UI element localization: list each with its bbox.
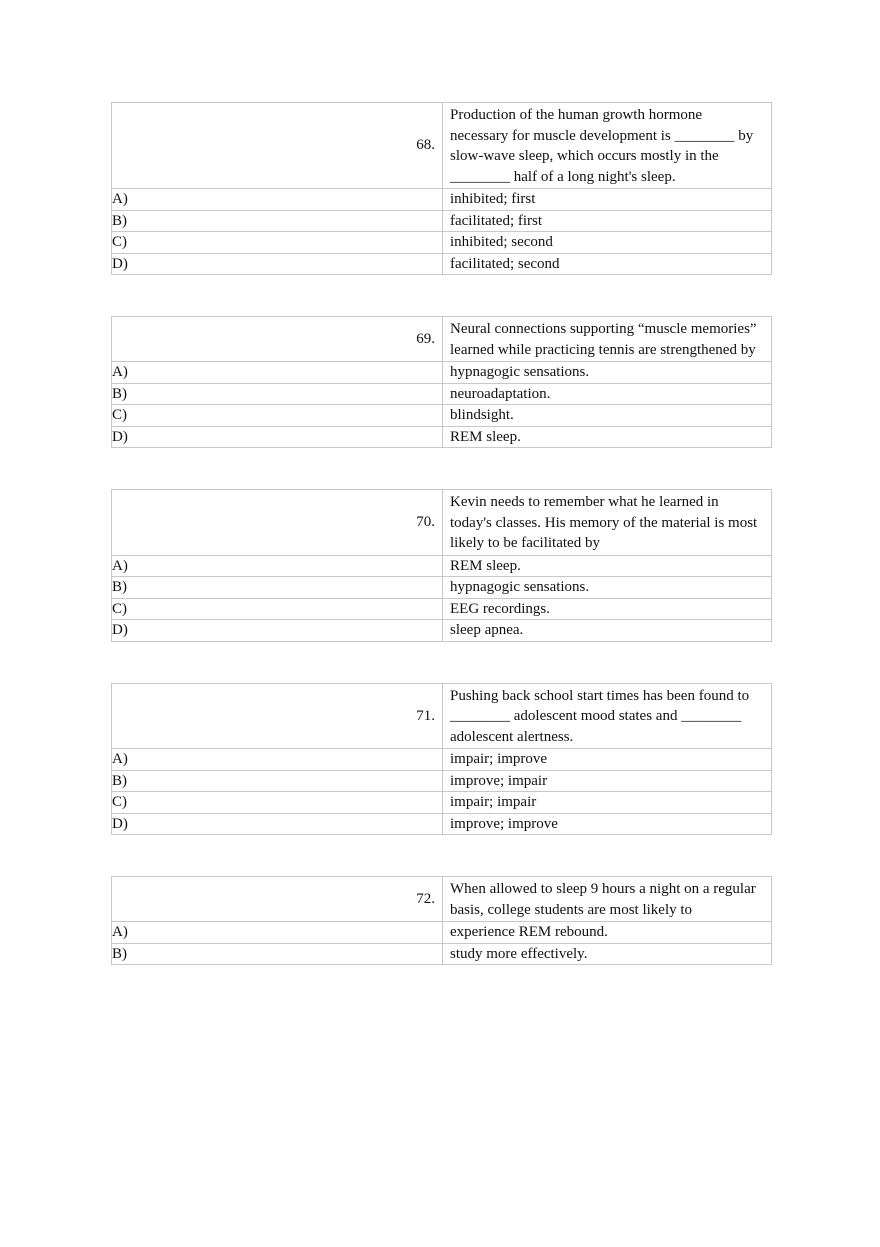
answer-option-row (112, 620, 772, 642)
answer-option-row (112, 555, 772, 577)
question-table (111, 489, 772, 642)
answer-option-row (112, 232, 772, 254)
question-stem-row (112, 103, 772, 189)
question-stem: When allowed to sleep 9 hours a night on a regular basis, college students are most likely to (443, 877, 772, 922)
option-letter: B) (112, 770, 443, 792)
option-letter: C) (112, 405, 443, 427)
option-letter: B) (112, 943, 443, 965)
question-table (111, 102, 772, 275)
question-stem: Pushing back school start times has been found to ________ adolescent mood states and ________ adolescent alertness. (443, 683, 772, 749)
option-text: inhibited; first (443, 189, 772, 211)
answer-option-row (112, 813, 772, 835)
question-stem-row (112, 317, 772, 362)
question-number: 72. (112, 877, 443, 922)
option-letter: A) (112, 189, 443, 211)
question-stem: Neural connections supporting “muscle memories” learned while practicing tennis are strengthened by (443, 317, 772, 362)
option-letter: C) (112, 598, 443, 620)
question-stem-row (112, 490, 772, 556)
option-letter: D) (112, 426, 443, 448)
option-letter: A) (112, 555, 443, 577)
option-text: experience REM rebound. (443, 922, 772, 944)
answer-option-row (112, 210, 772, 232)
option-text: improve; improve (443, 813, 772, 835)
question-list (111, 102, 772, 1006)
question-stem-row (112, 683, 772, 749)
option-text: inhibited; second (443, 232, 772, 254)
answer-option-row (112, 770, 772, 792)
answer-option-row (112, 749, 772, 771)
answer-option-row (112, 922, 772, 944)
question-stem-row (112, 877, 772, 922)
answer-option-row (112, 405, 772, 427)
answer-option-row (112, 362, 772, 384)
question-number: 70. (112, 490, 443, 556)
option-letter: A) (112, 749, 443, 771)
option-text: REM sleep. (443, 426, 772, 448)
option-letter: B) (112, 383, 443, 405)
option-text: sleep apnea. (443, 620, 772, 642)
answer-option-row (112, 792, 772, 814)
question-table (111, 683, 772, 836)
question-number: 71. (112, 683, 443, 749)
question-number: 69. (112, 317, 443, 362)
answer-option-row (112, 943, 772, 965)
answer-option-row (112, 383, 772, 405)
option-letter: D) (112, 620, 443, 642)
option-text: study more effectively. (443, 943, 772, 965)
answer-option-row (112, 577, 772, 599)
question-table (111, 316, 772, 448)
option-text: facilitated; second (443, 253, 772, 275)
answer-option-row (112, 253, 772, 275)
option-text: impair; impair (443, 792, 772, 814)
option-text: improve; impair (443, 770, 772, 792)
option-text: REM sleep. (443, 555, 772, 577)
option-letter: D) (112, 813, 443, 835)
question-table (111, 876, 772, 965)
answer-option-row (112, 426, 772, 448)
option-text: impair; improve (443, 749, 772, 771)
option-letter: C) (112, 792, 443, 814)
option-letter: A) (112, 922, 443, 944)
question-stem: Production of the human growth hormone necessary for muscle development is ________ by slow-wave sleep, which occurs mostly in the ________ half of a long night's sleep. (443, 103, 772, 189)
option-letter: B) (112, 210, 443, 232)
option-text: EEG recordings. (443, 598, 772, 620)
option-text: hypnagogic sensations. (443, 577, 772, 599)
option-text: facilitated; first (443, 210, 772, 232)
option-text: blindsight. (443, 405, 772, 427)
option-letter: A) (112, 362, 443, 384)
question-number: 68. (112, 103, 443, 189)
option-text: hypnagogic sensations. (443, 362, 772, 384)
question-stem: Kevin needs to remember what he learned in today's classes. His memory of the material is most likely to be facilitated by (443, 490, 772, 556)
answer-option-row (112, 598, 772, 620)
option-letter: C) (112, 232, 443, 254)
option-letter: B) (112, 577, 443, 599)
option-letter: D) (112, 253, 443, 275)
answer-option-row (112, 189, 772, 211)
option-text: neuroadaptation. (443, 383, 772, 405)
